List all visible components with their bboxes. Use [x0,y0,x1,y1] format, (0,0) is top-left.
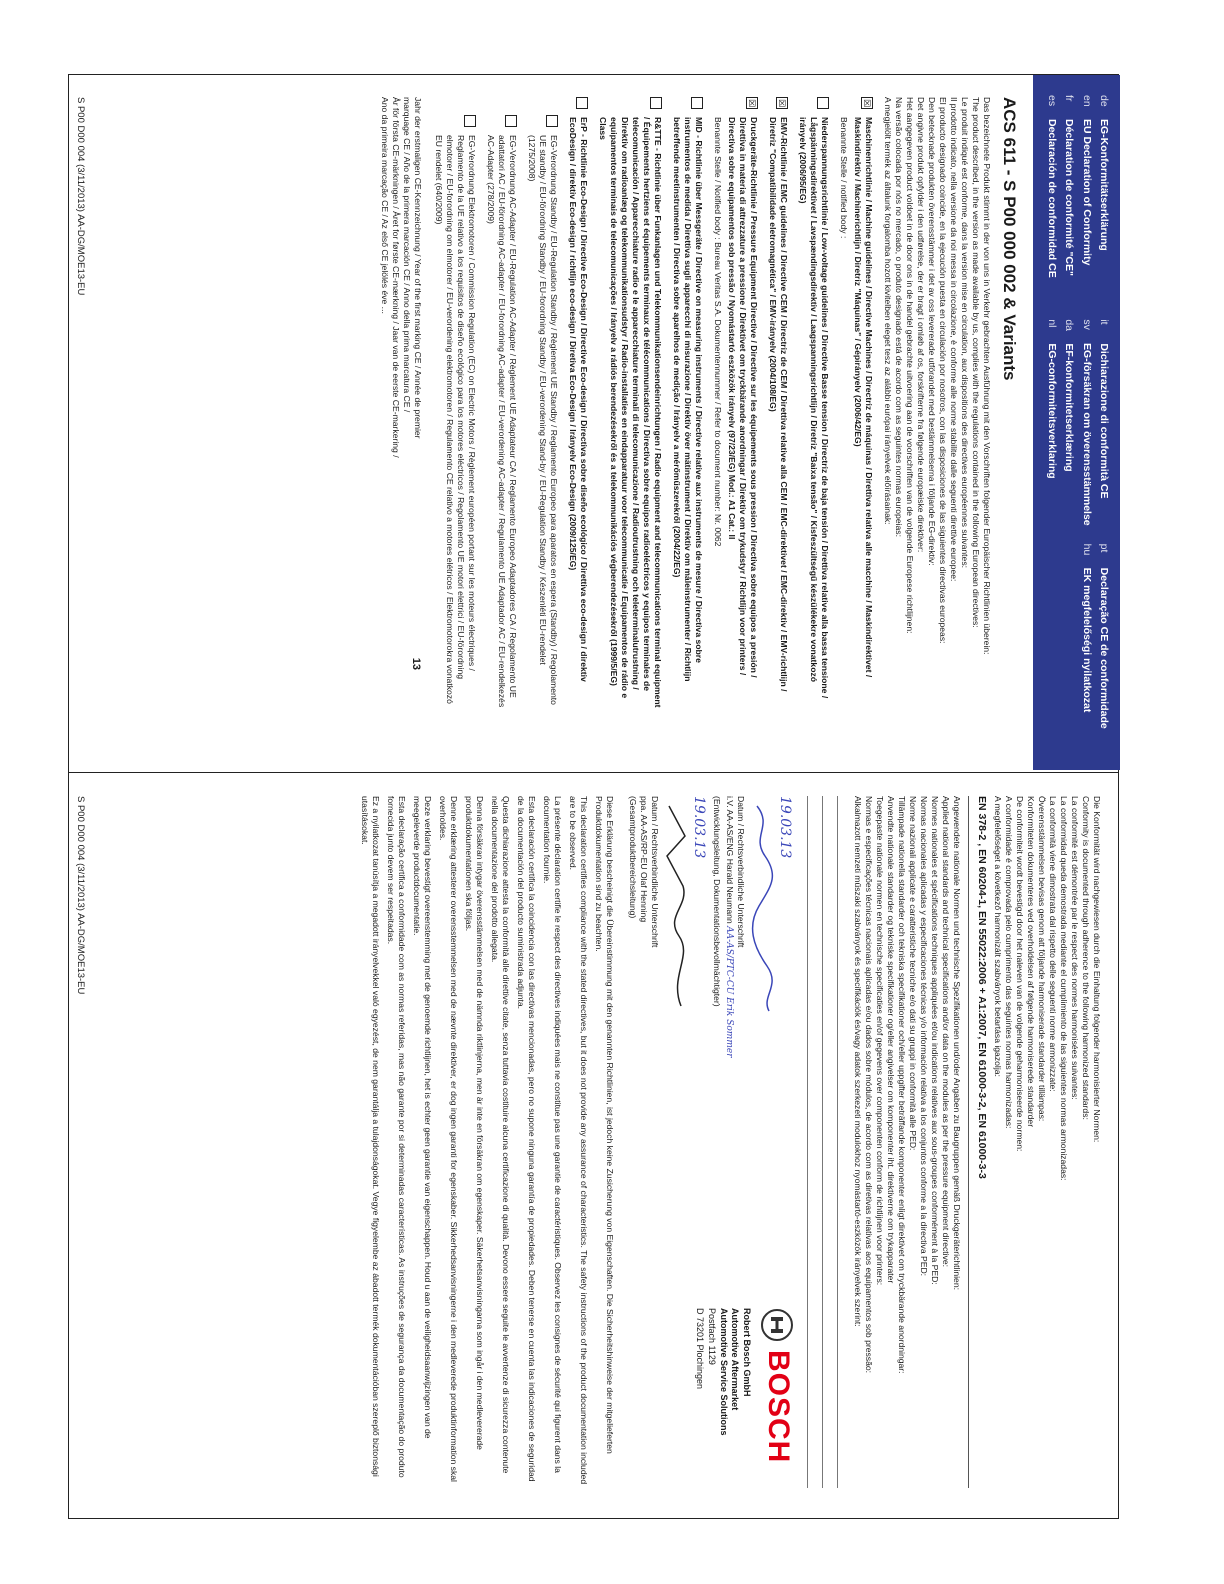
disclaimer-line: This declaration certifies compliance with the stated directives, but it does not provide any assurance of characteristics. The safety instructions of the product documentation included are to be observed. [568,796,590,1485]
directive-checkbox [576,97,588,109]
language-header-item [1060,544,1075,750]
intro-line: El producto designado coincide, en la ejecución puesta en circulación por nosotros, con las disposiciones de las siguientes directivas europeas: [938,97,949,644]
language-header-item: es Declaración de conformidad CE [1046,95,1059,278]
document-title: ACS 611 - S P00 000 002 & Variants [1000,97,1019,381]
national-standard-line: Tillämpade nationella standarder och tekniska specifikationer och/eller uppgifter beträffande komponenter enligt direktivet om tryckbärande anordningar: [896,796,907,1374]
national-standard-line: Angewendete nationale Normen und technische Spezifikationen und/oder Angaben zu Baugruppen gemäß Druckgeräterichtlinien: [951,796,962,1290]
directive-item [671,97,704,710]
language-header-band [1033,75,1120,770]
intro-line: The product described, in the version as made available by us, complies with the regulations contained in the following European directives: [971,97,982,628]
conformity-line: La conformité est démontrée par le respect des normes harmonisées suivantes: [1070,796,1080,1100]
directive-checkbox [817,97,829,109]
disclaimer-line: Questa dichiarazione attesta la conformità alle direttive citate, senza tuttavia costituire alcuna certificazione di qualità. Devono essere seguite le avvertenze di sicurezza contenute nella documentazione del prodotto allegata. [490,796,512,1474]
conformity-content [99,796,1102,1488]
intro-line: Das bezeichnete Produkt stimmt in der von uns in Verkehr gebrachten Ausführung mit den Vorschriften folgender Europäischer Richtlinien überein: [982,97,993,655]
conformity-line: Conformity is documented through adherence to the following harmonized standards: [1081,796,1091,1120]
subdirective-list [433,115,559,710]
signatures [627,796,796,1308]
bosch-logo [758,1308,796,1463]
directive-list [567,97,874,710]
language-header-item: en EU Declaration of Conformity [1080,95,1093,266]
document-sheet [68,74,1119,1519]
subdirective-checkbox [464,115,476,127]
subdirective-item [485,115,518,710]
document-footer: S P00 D00 004 (3/11/2013) AA-DG/MOE13-EU [75,97,86,296]
directive-item [567,97,589,710]
disclaimer-line: Denna försäkran intygar överensstämmelsen med de nämnda riktlinjerna, men är inte en försäkran om egenskaper. Säkerhetsanvisningarna som ingår i den medlevererade produktdokumentationen ska följas. [464,796,486,1450]
intro-line: Den betecknade produkten överensstämmer i det av oss levererade utförandet med bestämmelserna i följande EG-direktiv: [927,97,938,566]
conformity-line: La conformità viene dimostrata dal rispetto delle seguenti norme armonizzate: [1048,796,1058,1092]
language-header-item: it Dichiarazione di conformità CE [1098,319,1110,499]
directive-item [597,97,663,710]
signature-block-2 [627,796,707,1308]
signatory-name-2: ppa. AA-AS/RP-EU Olaf Henning [639,796,650,923]
blank-line [822,796,823,1488]
conformity-line: A conformidade é comprovada pelo cumprimento das seguintes normas harmonizadas: [1004,796,1014,1129]
signature-label-1: Datum / Rechtsverbindliche Unterschrift [735,796,746,948]
disclaimer-line: Esta declaración certifica la coincidencia con las directivas mencionadas, pero no supone ninguna garantía de propiedades. Deben tenerse en cuenta las indicaciones de seguridad de la documentación del producto suministrada adjunta. [516,796,538,1482]
company-address-line: Robert Bosch GmbH [742,1308,753,1397]
national-standard-line: Normas e especificações técnicas nacionais aplicadas e/ou dados sobre módulos, de acordo com as diretivas relativas aos equipamentos sob pressão: [863,796,874,1374]
intro-paragraphs [882,97,992,710]
signature-date-2: 19.03.13 [691,796,708,859]
directive-subtext: Benannte Stelle / notified body : [839,117,850,239]
conformity-line: Die Konformität wird nachgewiesen durch die Einhaltung folgender harmonisierter Normen: [1092,796,1102,1143]
signature-area [627,796,796,1488]
national-standard-line: Normas nacionales aplicadas y especificaciones técnicas y/o información relativa a los conjuntos conforme a la directiva PED: [918,796,929,1277]
disclaimer-line: Deze verklaring bevestigt overeenstemming met de genoemde richtlijnen, het is echter geen garantie van eigenschappen. Houd u aan de veiligheidsaanwijzingen van de meegeleverde productdocumentatie. [412,796,434,1439]
year-marking-text [379,97,423,658]
disclaimer-statements [359,796,615,1488]
disclaimer-line: Esta declaração certifica a conformidade com as normas referidas, mas não garante por si determinadas características. As instruções de segurança da documentação do produto fornecida junto devem ser respeitadas. [386,796,408,1478]
directive-item [797,97,830,710]
language-header-item: fr Déclaration de conformité "CE" [1063,95,1076,276]
language-header-item [1043,544,1058,750]
disclaimer-line: Denne erklæring attesterer overensstemmelsen med de nævnte direktiver, er dog ingen garanti for egenskaber. Sikkerhedsanvisningerne i den medleverede produktinformation skal overholdes. [438,796,460,1482]
company-address [694,1308,752,1436]
national-standard-line: Applied national standards and technical specifications and/or data on the modules as per the pressure equipment directive: [940,796,951,1268]
page-divider [69,772,1118,773]
intro-line: Na versão colocada por nós no mercado, o produto designado está de acordo com as seguintes normas europeias: [894,97,905,537]
signature-scribble-2 [663,796,689,1016]
directive-item [767,97,789,710]
directive-checkbox: ☒ [777,98,788,108]
intro-line: Le produit indiqué est conforme, dans la version mise en circulation, aux dispositions des directives européennes suivantes: [960,97,971,569]
conformity-line: La conformidad queda demostrada mediante el cumplimiento de las siguientes normas armonizadas: [1059,796,1069,1181]
national-standard-line: Toegepaste nationale normen en technische specificaties en/of gegevens over componenten conform de richtlijnen voor printers: [874,796,885,1286]
national-standard-line: Normes nationales et spécifications techniques appliquées et/ou indications relatives aux sous-groupes conformément à la PED: [929,796,940,1285]
declaration-page-2 [69,774,1120,1518]
year-value: 13 [410,657,423,670]
intro-line: Det angivne produkt opfylder i den udførelse, der er bragt i omløb af os, forskrifterne fra følgende europæiske direktiver: [916,97,927,553]
harmonized-norms: EN 378-2 , EN 60204-1, EN 55022:2006 + A1:2007, EN 61000-3-2, EN 61000-3-3 [976,796,988,1179]
subdirective-text: EG-Verordnung Elektromotoren / Commission Regulation (EC) on Electric Motors / Règlement européen portant sur les moteurs électriques / Reglamento de la UE relativo a los requisitos de diseño ecológico para los motores eléctricos / Regolamento UE motori elettrici / EU-förordning elmotorer / EU-forordning om elmotorer / EU-verordening elektromotoren / Regulamento CE relativo a motores elétricos / Elektromotorokra vonatkozó EU rendelet (640/2009) [434,135,478,704]
disclaimer-line: Diese Erklärung bescheinigt die Übereinstimmung mit den genannten Richtlinien, ist jedoch keine Zusicherung von Eigenschaften. Die Sicherheitshinweise der mitgelieferten Produktdokumentation sind zu beachten. [594,796,616,1454]
year-marking-line: Ano da primeira marcação CE / Az első CE jelölés éve ... [380,97,391,314]
signature-label-2: Datum / Rechtsverbindliche Unterschrift [650,796,661,948]
subdirective-text: EG-Verordnung AC-Adapter / EU-Regulation AC-Adapter / Règlement UE Adaptateur CA / Reglamento Europeo Adaptadores CA / Regolamento UE adattatori AC / EU-förordning AC-adapter / EU-forordning AC-adapter / EU-verordening AC-adapter / Regulamento UE Adaptador AC / EU-rendelkezés AC-Adapter (278/2009) [486,135,519,708]
national-standard-line: Norme nazionali applicate e caratteristiche tecniche e/o dati su gruppi in conformità alle PED: [907,796,918,1151]
blank-line [837,796,838,1488]
company-address-line: Automotive Aftermarket [730,1308,741,1411]
language-header-item: nl EG-conformiteitsverklaring [1046,319,1059,479]
subdirective-checkbox [505,115,517,127]
declaration-page-1 [69,75,1120,770]
document-footer-2: S P00 D00 004 (3/11/2013) AA-DG/MOE13-EU [75,796,86,995]
conformity-line: De conformiteit wordt bevestigd door het naleven van de volgende geharmoniseerde normen: [1015,796,1025,1152]
year-marking-line: marquage CE / Año de la primera marcación CE / Anno della prima marcatura CE / [402,97,413,413]
brand-name: BOSCH [761,1350,795,1464]
conformity-line: A megfelelőséget a következő harmonizált szabványok betartása igazolja: [993,796,1003,1077]
signatory-name-1: i.V. AA-AS/ENG Harald Neumann AA-AS/PTC-CU Erik Sommer [723,796,735,1058]
disclaimer-line: Ez a nyilatkozat tanúsítja a megadott irányelvekkel való egyezést, de nem garantálja a tulajdonságokat. Vegye figyelembe az ábadott termék dokumentációban szereplő biztonsági utasításokat. [360,796,382,1477]
bosch-armature-icon [760,1308,794,1342]
signatory-role-1: (Entwicklungsleitung, Dokumentationsbevollmächtigter) [712,796,723,1007]
year-marking-line: År för första CE-märkningen / Året for første CE-mærkning / Jaar van de eerste CE-markering / [391,97,402,458]
directive-item [838,97,874,710]
directive-checkbox: ☒ [862,98,873,108]
directive-text: ErP - Richtlinie Eco-Design / Directive Eco-Design / Directive Eco-design / Directiva sobre diseño ecológico / Direttiva eco-design / direktiv EcoDesign / direktiv Eco-design / richtlijn eco-design / Diretiva Eco-Design / Irányelv Eco-Design (2009/125/EG) [568,117,590,682]
directive-text: Maschinenrichtlinie / Machine guidelines / Directive Machines / Directriz de máquinas / Direttiva relativa alle macchine / Maskindirektivet / Maskindirektiv / Machinerichtlijn / Diretriz "Máquinas" / Gépirányelv (2006/42/EG) [853,117,875,678]
language-header-item: hu EK megfelelőségi nyilatkozat [1080,543,1093,713]
directive-item [712,97,759,710]
subdirective-item [526,115,559,710]
national-standard-line: Anvendte nationale standarder og tekniske specifikationer og/eller angivelser om komponenter iht. direktiverne om trykapparater [885,796,896,1284]
language-header-item: da EF-konformitetserklæring [1063,319,1076,472]
directive-subtext: Benannte Stelle / Notified body : Bureau Veritas S.A. Dokumentennummer / Refer to document number: Nr. 0062 [713,117,724,547]
company-address-line: Postfach 1129 [707,1308,718,1365]
declaration-content [99,97,1020,710]
conformity-line: Överensstämmelsen bevisas genom att följande harmoniserade standarder tillämpas: [1037,796,1047,1122]
directive-checkbox [691,97,703,109]
national-standard-line: Alkalmazott nemzeti műszaki szabványok és specifikációk és/vagy adatok szerkezeti modulokhoz nyomástartó-eszközök irányelvek szerint: [852,796,863,1327]
language-header-item: sv EG-försäkran om överensstämmelse [1080,319,1093,526]
subdirective-item [433,115,477,710]
intro-line: A megjelölt termék az általunk forgalomba hozott kivitelben eleget tesz az alábbi európai irányelvek előírásainak: [883,97,894,525]
year-of-first-marking [379,97,423,710]
directive-text: EMV-Richtlinie / EMC guidelines / Directive CEM / Directriz de CEM / Direttiva relative alla CEM / EMC-direktivet / EMC-direktiv / EMV-richtlijn / Diretriz "Compatibilidade eletromagnética" / EMV-irányelv (2004/108/EG) [768,117,790,692]
national-standards-paragraphs [852,796,962,1488]
directive-text: Druckgeräte-Richtlinie / Pressure Equipment Directive / Directive sur les équipements sous pression / Directiva sobre equipos a presión / Direttiva in materia di attrezzature a pressione / Direktivet om tryckbärande anordningar / Direktiv om trykudstyr / Richtlijn voor printers / Directiva sobre equipamentos sob pressão / Nyomástartó eszközök irányelv (97/23/EG) Mod.: A1 Cat.: II [727,117,760,678]
directive-text: R&TTE - Richtlinie über Funkanlagen und Telekommunikationsendeinrichtungen / Radio equipment and telecommunications terminal equipment / Équipements hertziens et équipements terminaux de télécommunications / Directiva sobre equipos radioeléctricos y equipos terminales de telecomunicación / Apparecchiature radio e le apparecchiature terminali di telecomunicazione / Radioutrustning och teleterminalutrustning / Direktiv om radioanlæg og telekommunikationsudstyr / Radio-installaties en eindapparatuur voor telecommunicatie / Equipamentos de rádio e equipamentos terminais de telecomunicações / Irányelv a rádiós berendezésekről és a telekommunikációs végberendezésekről (1999/5/EG) Class [598,117,664,708]
disclaimer-line: La présente déclaration certifie le respect des directives indiquées mais ne constitue pas une garantie de caractéristiques. Observez les consignes de sécurité qui figurent dans la documentation fournie. [542,796,564,1473]
language-header-item: pt Declaração CE de conformidade [1098,543,1110,729]
intro-line: Il prodotto indicato, nella versione da noi messa in circolazione, è conforme alle norme stabilite dalle seguenti direttive europee: [949,97,960,582]
subdirective-text: EG-Verordnung Standby / EU-Regulation Standby / Règlement UE Standby / Reglamento Europeo para aparatos en espera (Standby) / Regolamento UE standby / EU-förordning Standby / EU-forordning Standby / EU-verordening Stand-by / EU-Regulation Standby / Készenléti EU-rendelet (1275/2008) [527,135,560,705]
directive-text: MID - Richtlinie über Messgeräte / Directive on measuring instruments / Directive relative aux instruments de mesure / Directiva sobre instrumentos de medida / Direttiva sugli apparecchi di misurazione / Direktiv över mätinstrument / Direktiv om måleinstrumenter / Richtlijn betreffende meetinstrumenten / Directiva sobre aparelhos de medição / Irányelv a mérőműszerekről (2004/22/EG) [672,117,705,682]
directive-checkbox [650,97,662,109]
company-block [627,1308,796,1488]
directive-text: Niederspannungsrichtlinie / Low-voltage guidelines / Directive Basse tension / Directriz de baja tensión / Direttiva relative alla bassa tensione / Lågspänningsdirektivet / Lavspændingsdirektiv / Laagspanningsrichtlijn / Diretriz "Baixa tensão" / Kisfeszültségű készülékekre vonatkozó irányelv (2006/95/EG) [798,117,831,699]
blank-line [807,796,808,1488]
language-header-item: de EG-Konformitätserklärung [1098,95,1110,251]
signatory-role-2: (Gesamtproduktbereichsleitung) [628,796,639,919]
signature-date-1: 19.03.13 [776,796,793,859]
year-marking-line: Jahr der erstmaligen CE-Kennzeichnung / Year of the first marking CE / Année de premier [413,97,424,439]
company-address-line: D 73201 Plochingen [695,1308,706,1390]
conformity-line: Konformiteten dokumenteres ved overholdelsen af følgende harmoniserede standarder [1026,796,1036,1128]
subdirective-checkbox [546,115,558,127]
intro-line: Het aangegeven product voldoet in de door ons in de handel gebrachte uitvoering aan de voorschriften van de volgende Europese richtlijnen: [905,97,916,634]
directive-checkbox: ☒ [747,98,758,108]
signature-scribble-1 [749,796,775,1016]
conformity-paragraphs [992,796,1102,1488]
divider-line [968,796,969,1488]
signature-block-1 [711,796,792,1308]
company-address-line: Automotive Service Solutions [718,1308,729,1436]
